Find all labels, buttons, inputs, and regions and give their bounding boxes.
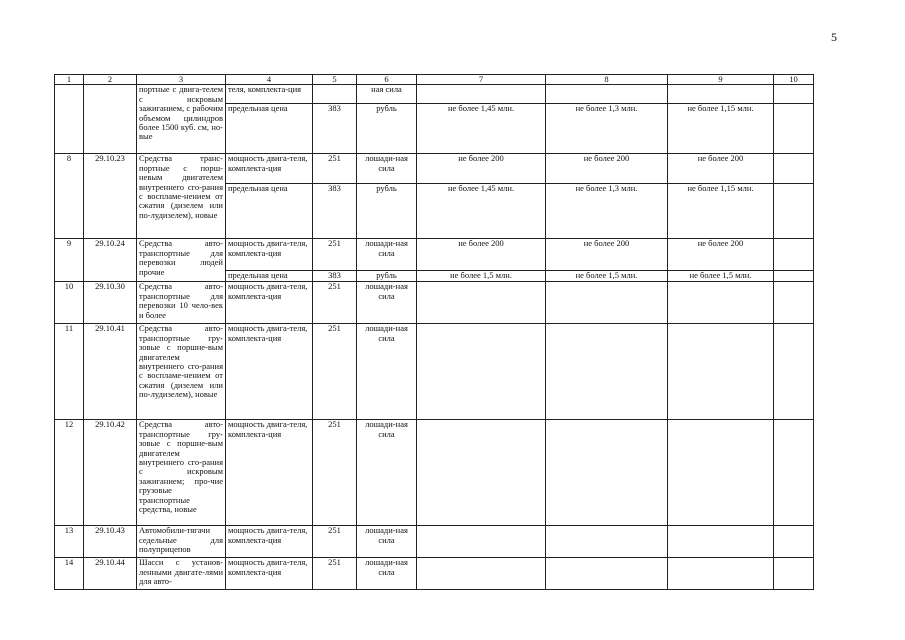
row-number: 11 <box>55 324 84 420</box>
characteristic: мощность двига-теля, комплекта-ция <box>226 558 313 590</box>
okei-code: 251 <box>313 420 357 526</box>
value-col7: не более 200 <box>417 154 546 184</box>
item-name: Средства авто-транспортные гру-зовые с поршне-вым двигателем внутреннего сго-рания с искровым зажиганием; про-чие грузовые транспортные средства, новые <box>137 420 226 526</box>
characteristic: мощность двига-теля, комплекта-ция <box>226 324 313 420</box>
characteristic: предельная цена <box>226 104 313 154</box>
value-col9: не более 200 <box>668 154 774 184</box>
okei-code: 251 <box>313 239 357 271</box>
value-col10 <box>774 154 814 184</box>
unit-name: лошади-ная сила <box>357 154 417 184</box>
okei-code: 251 <box>313 558 357 590</box>
okpd-code: 29.10.44 <box>84 558 137 590</box>
unit-name: рубль <box>357 104 417 154</box>
unit-name: лошади-ная сила <box>357 282 417 324</box>
value-col7 <box>417 85 546 104</box>
header-cell: 4 <box>226 75 313 85</box>
okpd-code: 29.10.23 <box>84 154 137 239</box>
item-name: Автомобили-тягачи седельные для полуприцепов <box>137 526 226 558</box>
characteristic: мощность двига-теля, комплекта-ция <box>226 239 313 271</box>
value-col8: не более 200 <box>546 154 668 184</box>
unit-name: рубль <box>357 271 417 282</box>
value-col9: не более 1,15 млн. <box>668 104 774 154</box>
value-col8: не более 200 <box>546 239 668 271</box>
okpd-code: 29.10.24 <box>84 239 137 282</box>
value-col8: не более 1,3 млн. <box>546 184 668 239</box>
characteristic: предельная цена <box>226 271 313 282</box>
value-col9 <box>668 85 774 104</box>
value-col10 <box>774 271 814 282</box>
value-col8 <box>546 558 668 590</box>
okpd-code <box>84 85 137 154</box>
value-col7 <box>417 526 546 558</box>
okei-code: 251 <box>313 154 357 184</box>
value-col8 <box>546 85 668 104</box>
table-row <box>55 85 814 104</box>
table-row <box>55 239 814 271</box>
value-col8 <box>546 324 668 420</box>
header-cell: 2 <box>84 75 137 85</box>
value-col10 <box>774 104 814 154</box>
table-row <box>55 282 814 324</box>
header-cell: 10 <box>774 75 814 85</box>
table-row <box>55 154 814 184</box>
value-col10 <box>774 558 814 590</box>
table-row <box>55 420 814 526</box>
value-col9 <box>668 558 774 590</box>
okpd-code: 29.10.30 <box>84 282 137 324</box>
okei-code <box>313 85 357 104</box>
unit-name: лошади-ная сила <box>357 239 417 271</box>
item-name: Средства транс-портные с порш-невым двигателем внутреннего сго-рания с воспламе-нением от сжатия (дизелем или по-лудизелем), новые <box>137 154 226 239</box>
item-name: Средства авто-транспортные гру-зовые с поршне-вым двигателем внутреннего сго-рания с воспламе-нением от сжатия (дизелем или по-лудизелем), новые <box>137 324 226 420</box>
okpd-code: 29.10.42 <box>84 420 137 526</box>
value-col7 <box>417 420 546 526</box>
okei-code: 383 <box>313 104 357 154</box>
value-col7 <box>417 282 546 324</box>
characteristic: теля, комплекта-ция <box>226 85 313 104</box>
value-col9: не более 1,5 млн. <box>668 271 774 282</box>
row-number: 10 <box>55 282 84 324</box>
okei-code: 383 <box>313 184 357 239</box>
item-name: Средства авто-транспортные для перевозки 10 чело-век и более <box>137 282 226 324</box>
value-col9 <box>668 420 774 526</box>
header-row <box>55 75 814 85</box>
value-col7: не более 1,5 млн. <box>417 271 546 282</box>
characteristic: мощность двига-теля, комплекта-ция <box>226 526 313 558</box>
header-cell: 1 <box>55 75 84 85</box>
page-number: 5 <box>831 30 837 44</box>
characteristic: мощность двига-теля, комплекта-ция <box>226 420 313 526</box>
value-col8 <box>546 282 668 324</box>
value-col9 <box>668 324 774 420</box>
row-number: 14 <box>55 558 84 590</box>
value-col10 <box>774 85 814 104</box>
value-col9: не более 1,15 млн. <box>668 184 774 239</box>
value-col10 <box>774 420 814 526</box>
value-col9: не более 200 <box>668 239 774 271</box>
value-col10 <box>774 526 814 558</box>
okpd-code: 29.10.43 <box>84 526 137 558</box>
unit-name: лошади-ная сила <box>357 558 417 590</box>
row-number <box>55 85 84 154</box>
value-col10 <box>774 282 814 324</box>
header-cell: 9 <box>668 75 774 85</box>
value-col7 <box>417 558 546 590</box>
unit-name: ная сила <box>357 85 417 104</box>
characteristic: мощность двига-теля, комплекта-ция <box>226 282 313 324</box>
header-cell: 7 <box>417 75 546 85</box>
row-number: 13 <box>55 526 84 558</box>
value-col8: не более 1,3 млн. <box>546 104 668 154</box>
row-number: 9 <box>55 239 84 282</box>
header-cell: 5 <box>313 75 357 85</box>
item-name: Шасси с установ-ленными двигате-лями для авто- <box>137 558 226 590</box>
value-col10 <box>774 324 814 420</box>
value-col8 <box>546 420 668 526</box>
unit-name: лошади-ная сила <box>357 526 417 558</box>
table-row <box>55 558 814 590</box>
value-col7: не более 1,45 млн. <box>417 104 546 154</box>
unit-name: лошади-ная сила <box>357 324 417 420</box>
item-name: Средства авто-транспортные для перевозки людей прочие <box>137 239 226 282</box>
header-cell: 6 <box>357 75 417 85</box>
value-col7: не более 1,45 млн. <box>417 184 546 239</box>
okei-code: 251 <box>313 282 357 324</box>
characteristic: мощность двига-теля, комплекта-ция <box>226 154 313 184</box>
unit-name: лошади-ная сила <box>357 420 417 526</box>
value-col7: не более 200 <box>417 239 546 271</box>
row-number: 12 <box>55 420 84 526</box>
item-name: портные с двига-телем с искровым зажиганием, с рабочим объемом цилиндров более 1500 куб. см, но-вые <box>137 85 226 154</box>
okei-code: 251 <box>313 526 357 558</box>
unit-name: рубль <box>357 184 417 239</box>
characteristic: предельная цена <box>226 184 313 239</box>
value-col9 <box>668 282 774 324</box>
value-col7 <box>417 324 546 420</box>
value-col8: не более 1,5 млн. <box>546 271 668 282</box>
okei-code: 383 <box>313 271 357 282</box>
value-col9 <box>668 526 774 558</box>
specification-table <box>54 74 814 590</box>
value-col10 <box>774 239 814 271</box>
header-cell: 8 <box>546 75 668 85</box>
value-col10 <box>774 184 814 239</box>
header-cell: 3 <box>137 75 226 85</box>
value-col8 <box>546 526 668 558</box>
okei-code: 251 <box>313 324 357 420</box>
row-number: 8 <box>55 154 84 239</box>
table-row <box>55 324 814 420</box>
table-row <box>55 526 814 558</box>
okpd-code: 29.10.41 <box>84 324 137 420</box>
